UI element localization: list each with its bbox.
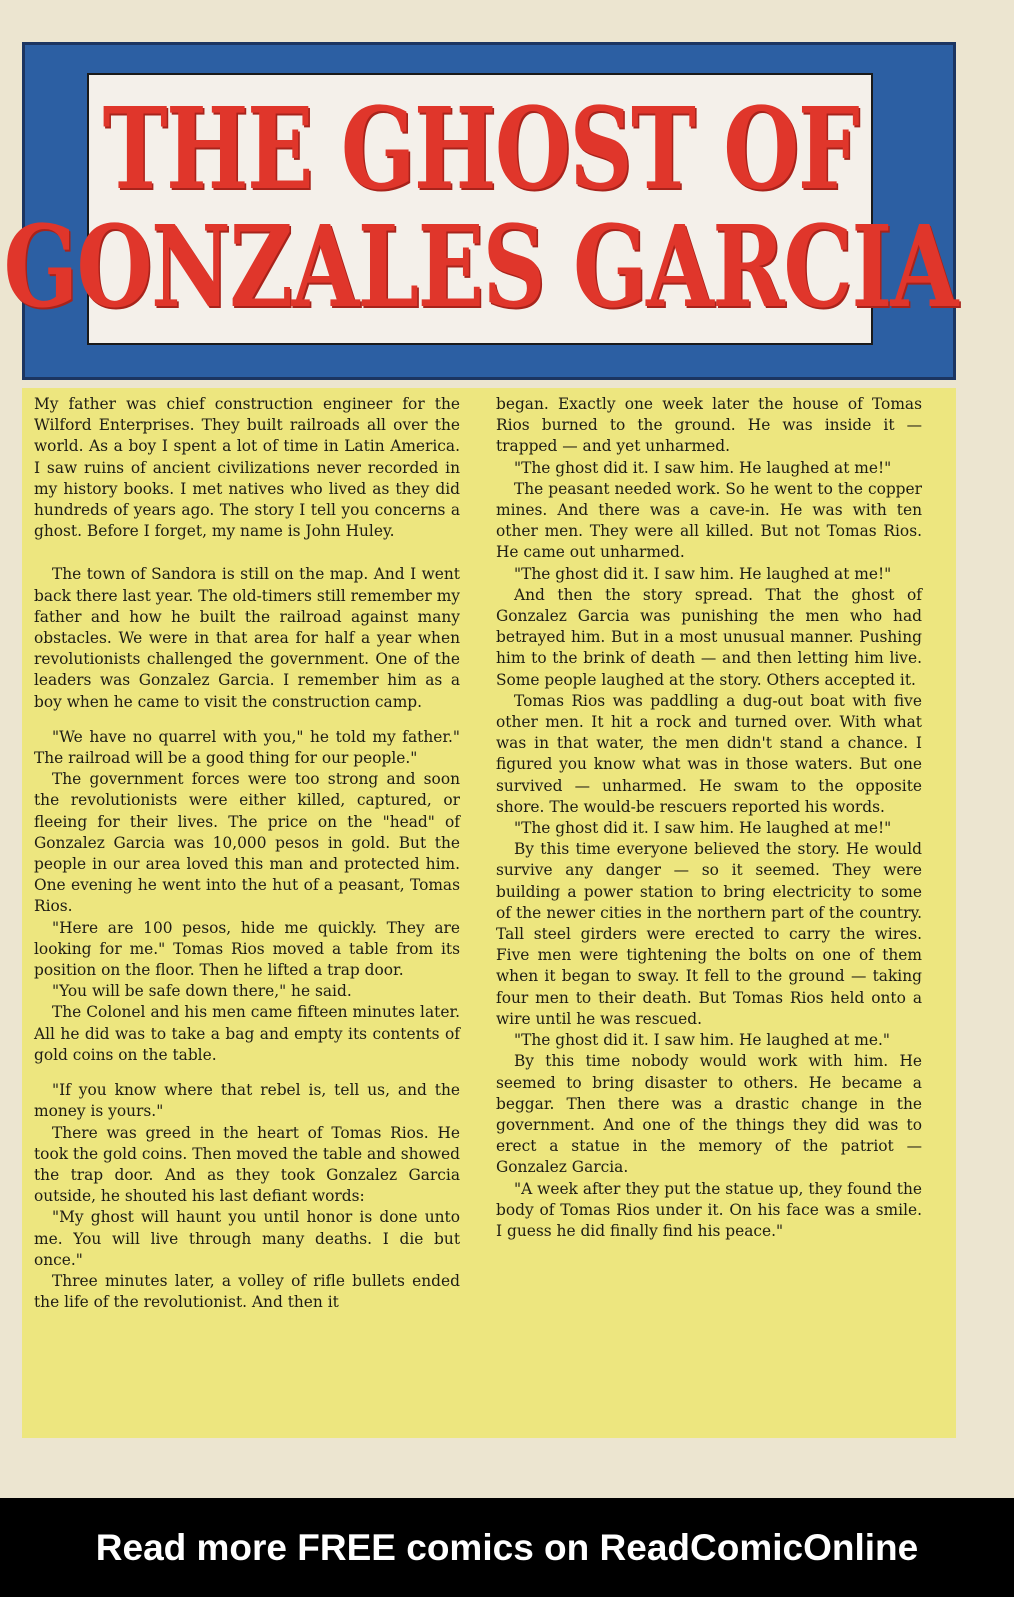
paragraph: "A week after they put the statue up, they found the body of Tomas Rios under it. On his face was a smile. I guess he did finally find his peace." [496, 1179, 922, 1240]
title-line-2: GONZALES GARCIA [3, 202, 957, 333]
title-box [3, 73, 957, 345]
paragraph: And then the story spread. That the ghost of Gonzalez Garcia was punishing the men who had betrayed him. But in a most unusual manner. Pushing him to the brink of death — and then letting him live. Some people laughed at the story. Others accepted it. [496, 585, 922, 689]
paragraph: By this time nobody would work with him. He seemed to bring disaster to others. He became a beggar. Then there was a drastic change in the government. And one of the things they did was to erect a statue in the memory of the patriot — Gonzalez Garcia. [496, 1052, 922, 1177]
title-banner [3, 42, 957, 380]
story-column-right [496, 394, 922, 1438]
paragraph: By this time everyone believed the story. He would survive any danger — so it seemed. They were building a power station to bring electricity to some of the newer cities in the northern part of the country. Tall steel girders were erected to carry the wires. Five men were tightening the bolts on one of them when it began to sway. It fell to the ground — taking four men to their death. But Tomas Rios held onto a wire until he was rescued. [496, 840, 922, 1028]
paragraph: began. Exactly one week later the house of Tomas Rios burned to the ground. He was inside it — trapped — and yet unharmed. [496, 395, 922, 456]
paragraph: Three minutes later, a volley of rifle bullets ended the life of the revolutionist. And then it [34, 1271, 460, 1312]
paragraph: There was greed in the heart of Tomas Rios. He took the gold coins. Then moved the table and showed the trap door. And as they took Gonzalez Garcia outside, he shouted his last defiant words: [34, 1123, 460, 1206]
paragraph: "You will be safe down there," he said. [52, 982, 352, 1001]
paragraph: My father was chief construction engineer for the Wilford Enterprises. They built railroads all over the world. As a boy I spent a lot of time in Latin America. I saw ruins of ancient civilizations never recorded in my history books. I met natives who lived as they did hundreds of years ago. The story I tell you concerns a ghost. Before I forget, my name is John Huley. [34, 395, 460, 541]
footer-banner [0, 1498, 1014, 1597]
paragraph: "The ghost did it. I saw him. He laughed at me!" [514, 819, 892, 838]
paragraph: "Here are 100 pesos, hide me quickly. They are looking for me." Tomas Rios moved a table from its position on the floor. Then he lifted a trap door. [34, 918, 460, 980]
footer-text: Read more FREE comics on ReadComicOnline [95, 1526, 919, 1568]
story-panel [22, 388, 956, 1438]
paragraph: "The ghost did it. I saw him. He laughed at me!" [514, 564, 892, 583]
paragraph: "My ghost will haunt you until honor is done unto me. You will live through many deaths. I die but once." [34, 1208, 460, 1269]
story-column-left [34, 394, 460, 1438]
paragraph: The government forces were too strong and soon the revolutionists were either killed, captured, or fleeing for their lives. The price on the "head" of Gonzalez Garcia was 10,000 pesos in gold. But the people in our area loved this man and protected him. One evening he went into the hut of a peasant, Tomas Rios. [34, 770, 460, 916]
paragraph: "The ghost did it. I saw him. He laughed at me!" [514, 458, 892, 477]
title-line-1: THE GHOST OF [102, 84, 858, 215]
paragraph: "We have no quarrel with you," he told my father." The railroad will be a good thing for our people." [34, 727, 460, 768]
paragraph: "The ghost did it. I saw him. He laughed at me." [514, 1031, 890, 1050]
paragraph: The town of Sandora is still on the map. And I went back there last year. The old-timers still remember my father and how he built the railroad against many obstacles. We were in that area for half a year when revolutionists challenged the government. One of the leaders was Gonzalez Garcia. I remember him as a boy when he came to visit the construction camp. [34, 565, 460, 711]
paragraph: Tomas Rios was paddling a dug-out boat with five other men. It hit a rock and turned over. With what was in that water, the men didn't stand a chance. I figured you know what was in those waters. But one survived — unharmed. He swam to the opposite shore. The would-be rescuers reported his words. [496, 691, 922, 816]
paragraph: The peasant needed work. So he went to the copper mines. And there was a cave-in. He was with ten other men. They were all killed. But not Tomas Rios. He came out unharmed. [496, 479, 922, 562]
paragraph: "If you know where that rebel is, tell us, and the money is yours." [34, 1081, 460, 1121]
paragraph: The Colonel and his men came fifteen minutes later. All he did was to take a bag and empty its contents of gold coins on the table. [34, 1003, 460, 1064]
